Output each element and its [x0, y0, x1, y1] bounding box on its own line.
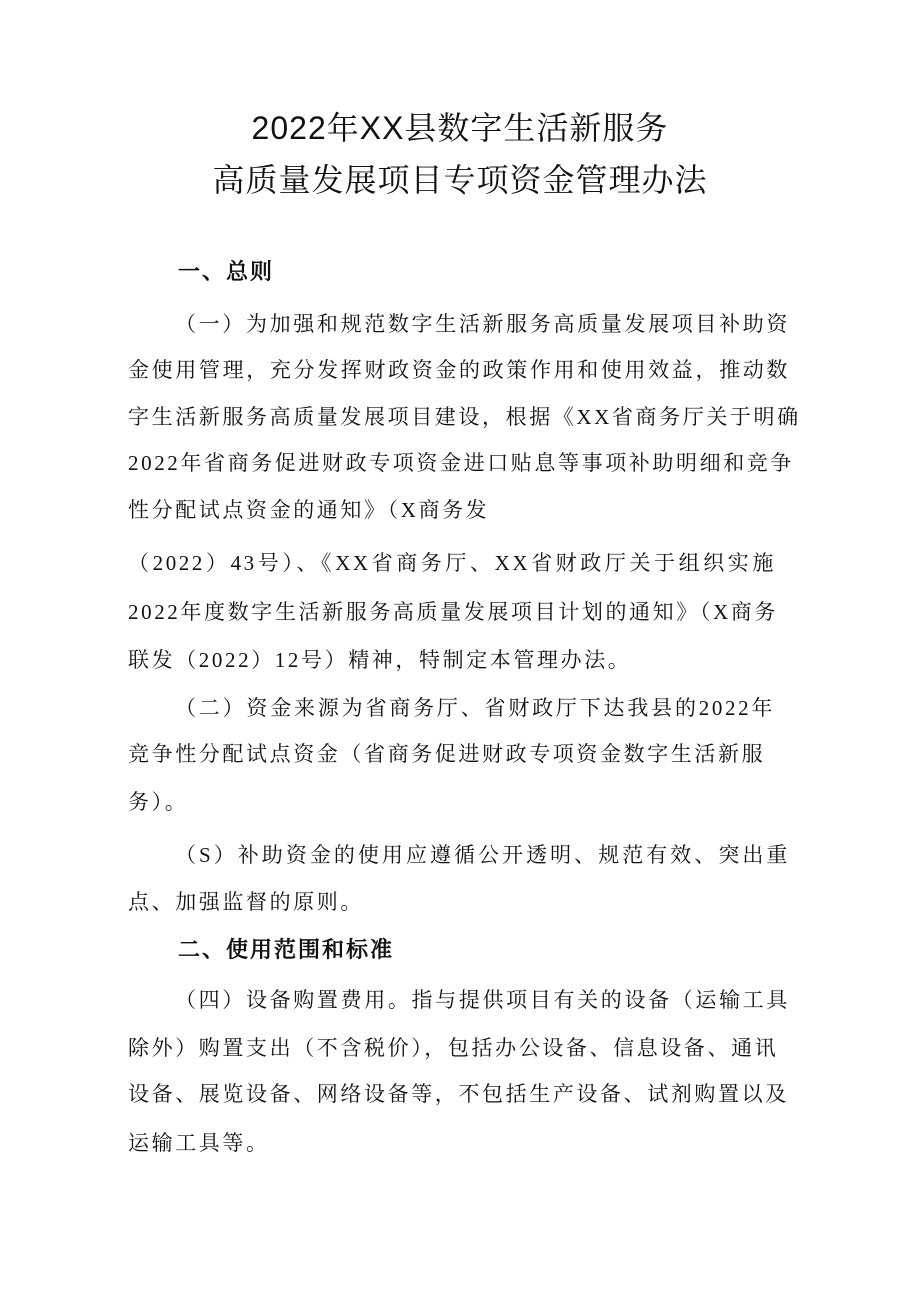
- paragraph-3-line-1: （S）补助资金的使用应遵循公开透明、规范有效、突出重: [175, 843, 790, 867]
- paragraph-1-line-5: 性分配试点资金的通知》（X商务发: [128, 498, 490, 522]
- paragraph-1-line-3: 字生活新服务高质量发展项目建设，根据《XX省商务厅关于明确: [128, 405, 801, 429]
- paragraph-1-line-8: 联发（2022）12号）精神，特制定本管理办法。: [128, 648, 632, 672]
- paragraph-4-line-4: 运输工具等。: [128, 1131, 270, 1155]
- paragraph-1-line-4: 2022年省商务促进财政专项资金进口贴息等事项补助明细和竞争: [128, 451, 794, 475]
- paragraph-3-line-2: 点、加强监督的原则。: [128, 890, 364, 914]
- paragraph-4-line-2: 除外）购置支出（不含税价），包括办公设备、信息设备、通讯: [128, 1036, 779, 1060]
- document-title-line-2: 高质量发展项目专项资金管理办法: [212, 162, 708, 198]
- paragraph-2-line-2: 竞争性分配试点资金（省商务促进财政专项资金数字生活新服: [128, 742, 766, 766]
- paragraph-4-line-1: （四）设备购置费用。指与提供项目有关的设备（运输工具: [175, 988, 790, 1012]
- paragraph-4-line-3: 设备、展览设备、网络设备等，不包括生产设备、试剂购置以及: [128, 1082, 789, 1106]
- section-heading-scope-and-standards: 二、使用范围和标准: [178, 937, 395, 962]
- paragraph-2-line-3: 务）。: [128, 790, 189, 814]
- paragraph-1-line-6: （2022）43号）、《XX省商务厅、XX省财政厅关于组织实施: [128, 551, 776, 575]
- paragraph-1-line-2: 金使用管理，充分发挥财政资金的政策作用和使用效益，推动数: [128, 358, 790, 382]
- paragraph-1-line-1: （一）为加强和规范数字生活新服务高质量发展项目补助资: [175, 312, 790, 336]
- document-title-line-1: 2022年XX县数字生活新服务: [251, 110, 669, 146]
- paragraph-1-line-7: 2022年度数字生活新服务高质量发展项目计划的通知》（X商务: [128, 600, 778, 624]
- paragraph-2-line-1: （二）资金来源为省商务厅、省财政厅下达我县的2022年: [175, 696, 775, 720]
- section-heading-general: 一、总则: [178, 259, 275, 284]
